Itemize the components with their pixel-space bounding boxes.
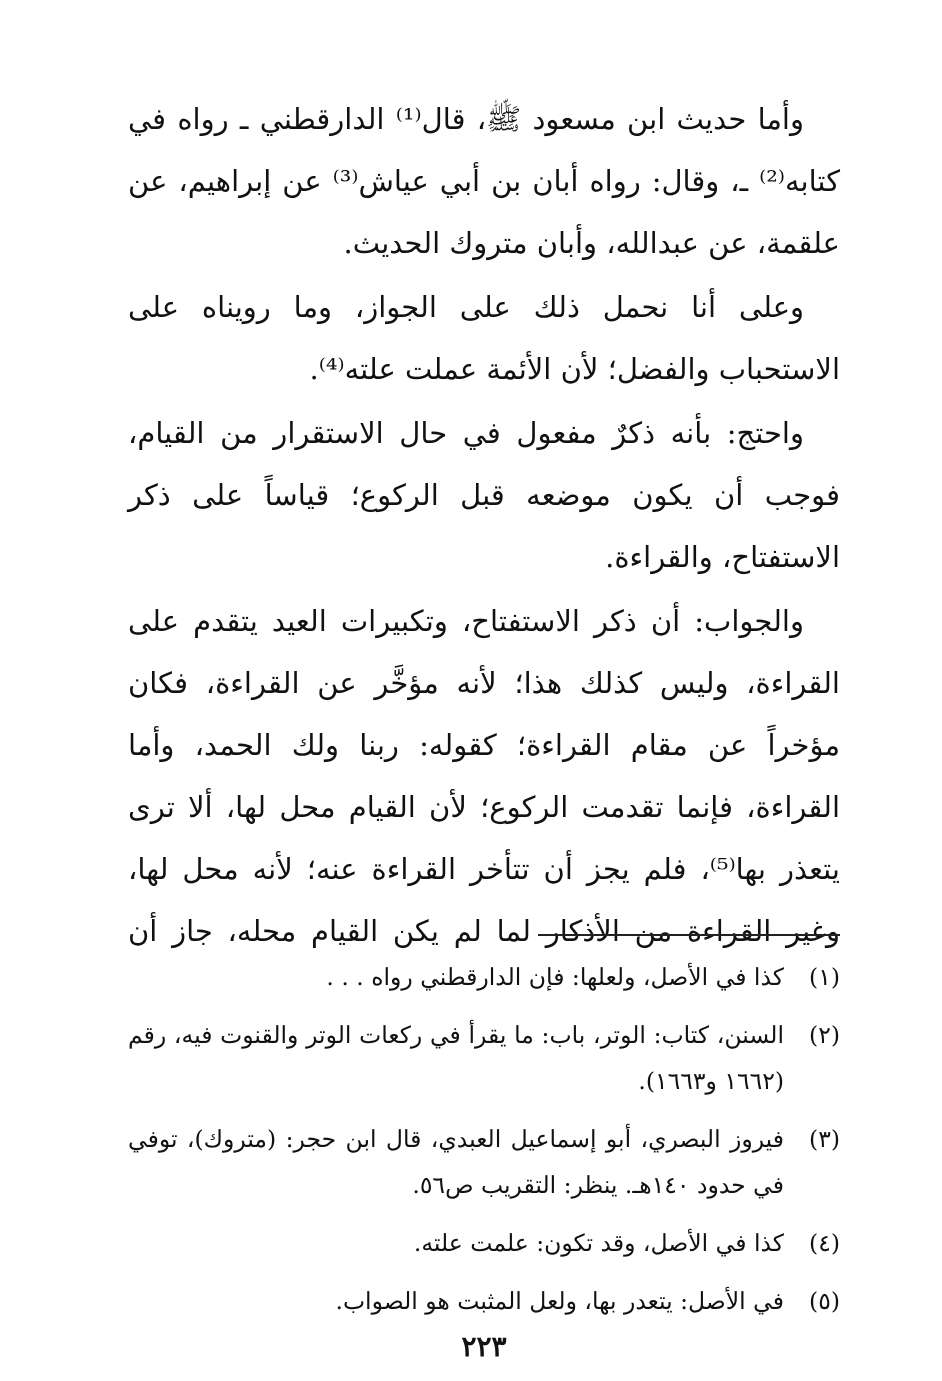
footnote-number: (٤)	[809, 1229, 840, 1257]
footnote-number: (٢)	[809, 1021, 840, 1049]
footnote-text: كذا في الأصل، ولعلها: فإن الدارقطني رواه . . .	[326, 963, 784, 991]
paragraph-1: وأما حديث ابن مسعود ﷺ، قال⁽¹⁾ الدارقطني ـ رواه في كتابه⁽²⁾ ـ، وقال: رواه أبان بن أبي عياش⁽³⁾ عن إبراهيم، عن علقمة، عن عبدالله، وأبان متروك الحديث.	[128, 102, 840, 260]
page-number: ٢٢٣	[461, 1330, 507, 1363]
footnote-number: (١)	[809, 963, 840, 991]
footnote-5	[128, 1278, 840, 1324]
book-page	[128, 88, 840, 1363]
footnote-text: كذا في الأصل، وقد تكون: علمت علته.	[413, 1229, 784, 1257]
paragraph-2: وعلى أنا نحمل ذلك على الجواز، وما رويناه على الاستحباب والفضل؛ لأن الأئمة عملت علته⁽⁴⁾.	[128, 290, 840, 386]
paragraph-4: والجواب: أن ذكر الاستفتاح، وتكبيرات العيد يتقدم على القراءة، وليس كذلك هذا؛ لأنه مؤخَّر عن القراءة، فكان مؤخراً عن مقام القراءة؛ كقوله: ربنا ولك الحمد، وأما القراءة، فإنما تقدمت الركوع؛ لأن القيام محل لها، ألا ترى يتعذر بها⁽⁵⁾، فلم يجز أن تتأخر القراءة عنه؛ لأنه محل لها، وغير القراءة من الأذكار لما لم يكن القيام محله، جاز أن	[128, 604, 840, 948]
footnote-text: في الأصل: يتعدر بها، ولعل المثبت هو الصواب.	[335, 1287, 784, 1315]
footnote-text: السنن، كتاب: الوتر، باب: ما يقرأ في ركعات الوتر والقنوت فيه، رقم (١٦٦٢ و١٦٦٣).	[128, 1021, 784, 1095]
footnote-1	[128, 954, 840, 1000]
footnotes	[128, 954, 840, 1336]
footnote-2	[128, 1012, 840, 1104]
footnote-separator	[538, 934, 840, 936]
footnote-3	[128, 1116, 840, 1208]
footnote-4	[128, 1220, 840, 1266]
main-text	[128, 88, 840, 962]
footnote-number: (٥)	[809, 1287, 840, 1315]
footnote-number: (٣)	[809, 1125, 840, 1153]
footnote-text: فيروز البصري، أبو إسماعيل العبدي، قال ابن حجر: (متروك)، توفي في حدود ١٤٠هـ. ينظر: التقريب ص٥٦.	[128, 1125, 784, 1199]
paragraph-3: واحتج: بأنه ذكرٌ مفعول في حال الاستقرار من القيام، فوجب أن يكون موضعه قبل الركوع؛ قياساً على ذكر الاستفتاح، والقراءة.	[128, 416, 840, 574]
